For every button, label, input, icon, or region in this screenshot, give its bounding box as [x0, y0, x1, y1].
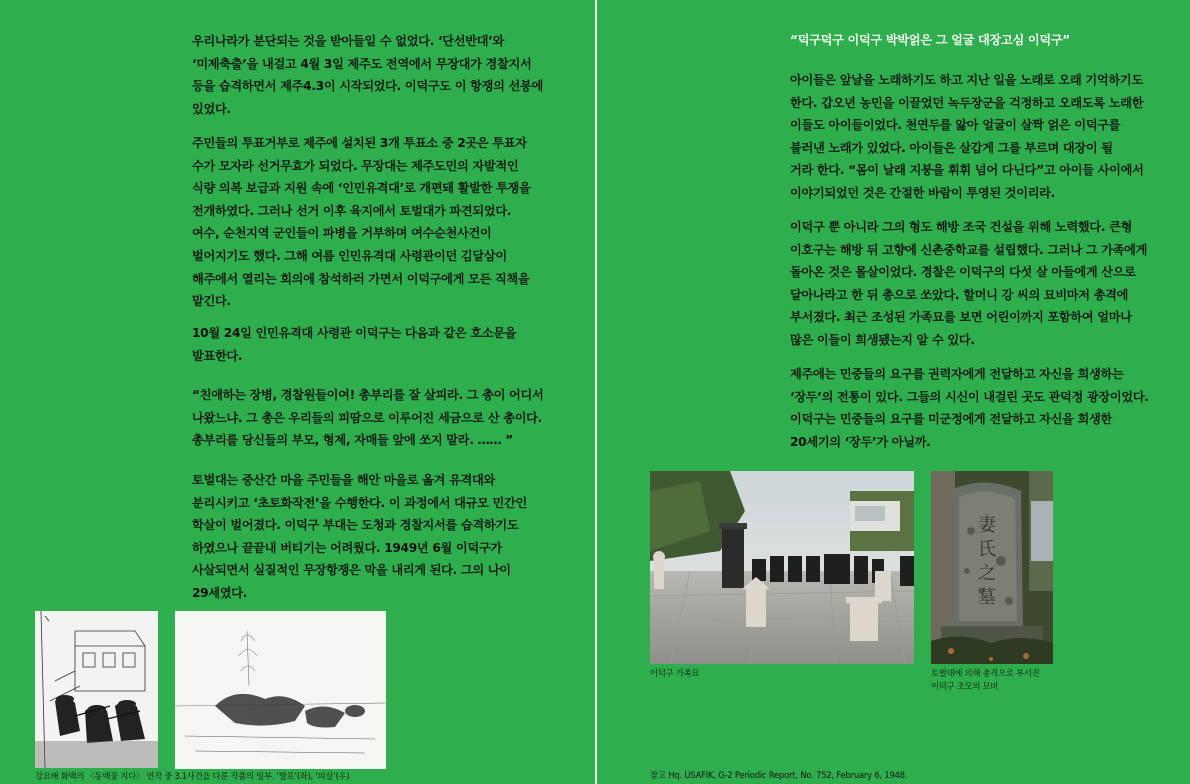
section-heading: “덕구덕구 이덕구 박박얽은 그 얼굴 대장고심 이덕구” — [790, 33, 1071, 47]
text-line: 이덕구는 민중들의 요구를 미군정에게 전달하고 자신을 희생한 — [790, 412, 1112, 427]
text-line: 발표한다. — [192, 348, 243, 363]
damaged-tombstone-photo — [931, 471, 1053, 664]
paragraph — [790, 216, 1147, 352]
tombstone-caption — [931, 667, 1039, 693]
text-line: 이야기되었던 것은 간절한 바람이 투영된 것이리라. — [790, 185, 1055, 200]
text-line: 29세였다. — [192, 585, 248, 600]
text-line: 10월 24일 인민유격대 사령관 이덕구는 다음과 같은 호소문을 — [192, 326, 517, 340]
paragraph — [192, 469, 527, 605]
family-grave-caption: 이덕구 가족묘 — [650, 668, 700, 678]
text-line: 주민들의 투표거부로 제주에 설치된 3개 투표소 중 2곳은 투표자 — [192, 136, 527, 150]
text-line: 분리시키고 ‘초토화작전’을 수행한다. 이 과정에서 대규모 민간인 — [192, 495, 527, 510]
text-line: 학살이 벌어졌다. 이덕구 부대는 도청과 경찰지서를 습격하기도 — [192, 518, 519, 533]
text-line: 불러낸 노래가 있었다. 아이들은 살갑게 그를 부르며 대장이 될 — [790, 140, 1113, 155]
paragraph — [192, 322, 516, 367]
illustration-caption: 강요배 화백의 〈동백꽃 지다〉 연작 중 3.1사건을 다룬 작품의 일부. ‘발포’(좌), ‘피살’(우) — [35, 771, 350, 781]
paragraph — [192, 132, 531, 313]
text-line: 맡긴다. — [192, 294, 231, 309]
text-line: 토벌대는 중산간 마을 주민들을 해안 마을로 옮겨 유격대와 — [192, 473, 495, 487]
caption-line: 이덕구 조모의 묘비 — [931, 681, 999, 691]
page-gutter — [595, 0, 597, 784]
paragraph — [790, 363, 1149, 453]
text-line: ‘장두’의 전통이 있다. 그들의 시신이 내걸린 곳도 관덕정 광장이었다. — [790, 389, 1149, 404]
text-line: “친애하는 장병, 경찰원들이여! 총부리를 잘 살피라. 그 총이 어디서 — [192, 388, 544, 402]
reference-footnote: 참고 Hq. USAFIK, G-2 Periodic Report, No. 752, February 6, 1948. — [650, 770, 908, 780]
text-line: 사살되면서 실질적인 무장항쟁은 막을 내리게 된다. 그의 나이 — [192, 563, 511, 578]
tombstone-character: 之 — [978, 563, 996, 584]
text-line: 이덕구 뿐 아니라 그의 형도 해방 조국 건설을 위해 노력했다. 큰형 — [790, 220, 1133, 234]
family-grave-photo — [650, 471, 914, 664]
text-line: 식량 의복 보급과 지원 속에 ‘인민유격대’로 개편돼 활발한 투쟁을 — [192, 181, 531, 196]
text-line: 있었다. — [192, 101, 231, 116]
caption-line: 토벌대에 의해 총격으로 부서진 — [931, 668, 1040, 678]
text-line: 돌아온 것은 몰살이었다. 경찰은 이덕구의 다섯 살 아들에게 산으로 — [790, 265, 1136, 280]
paragraph — [192, 30, 543, 120]
sketch-illustration-firing — [35, 611, 158, 768]
text-line: 아이들은 앞날을 노래하기도 하고 지난 일을 노래로 오래 기억하기도 — [790, 73, 1143, 87]
text-line: 수가 모자라 선거무효가 되었다. 무장대는 제주도민의 자발적인 — [192, 158, 519, 173]
sketch-illustration-killing — [175, 611, 386, 769]
text-line: 해주에서 열리는 회의에 참석하러 가면서 이덕구에게 모든 직책을 — [192, 271, 530, 286]
text-line: 부서졌다. 최근 조성된 가족묘를 보면 어린이까지 포함하여 얼마나 — [790, 310, 1132, 325]
tombstone-character: 墓 — [978, 587, 996, 608]
text-line: 여수, 순천지역 군인들이 파병을 거부하며 여수순천사건이 — [192, 226, 492, 241]
text-line: 등을 습격하면서 제주4.3이 시작되었다. 이덕구도 이 항쟁의 선봉에 — [192, 79, 543, 94]
tombstone-character: 氏 — [978, 539, 996, 560]
text-line: 이호구는 해방 뒤 고향에 신촌중학교를 설립했다. 그러나 그 가족에게 — [790, 242, 1148, 257]
text-line: 나왔느냐. 그 총은 우리들의 피땀으로 이루어진 세금으로 산 총이다. — [192, 410, 542, 425]
text-line: 20세기의 ‘장두’가 아닐까. — [790, 434, 931, 449]
text-line: 전개하였다. 그러나 선거 이후 육지에서 토벌대가 파견되었다. — [192, 203, 512, 218]
quote-paragraph — [192, 384, 543, 452]
text-line: ‘미제축출’을 내걸고 4월 3일 제주도 전역에서 무장대가 경찰지서 — [192, 56, 532, 71]
text-line: 많은 이들이 희생됐는지 알 수 있다. — [790, 332, 975, 347]
paragraph — [790, 69, 1144, 205]
text-line: 총부리를 당신들의 부모, 형제, 자매들 앞에 쏘지 말라. …… ” — [192, 433, 513, 448]
text-line: 달아나라고 한 뒤 총으로 쏘았다. 할머니 강 씨의 묘비마저 총격에 — [790, 287, 1129, 302]
right-page — [598, 0, 1190, 784]
text-line: 한다. 갑오년 농민을 이끌었던 녹두장군을 걱정하고 오래도록 노래한 — [790, 95, 1144, 110]
text-line: 우리나라가 분단되는 것을 받아들일 수 없었다. ‘단선반대’와 — [192, 34, 505, 48]
text-line: 이들도 아이들이었다. 천연두를 앓아 얼굴이 살짝 얽은 이덕구를 — [790, 118, 1121, 133]
text-line: 하였으나 끝끝내 버티기는 어려웠다. 1949년 6월 이덕구가 — [192, 540, 502, 555]
text-line: 제주에는 민중들의 요구를 권력자에게 전달하고 자신을 희생하는 — [790, 367, 1124, 381]
text-line: 거라 한다. “몸이 날래 지붕을 휘휘 넘어 다닌다”고 아이들 사이에서 — [790, 163, 1144, 178]
text-line: 벌어지기도 했다. 그해 여름 인민유격대 사령관이던 김달삼이 — [192, 248, 507, 263]
tombstone-character: 妻 — [978, 515, 996, 536]
